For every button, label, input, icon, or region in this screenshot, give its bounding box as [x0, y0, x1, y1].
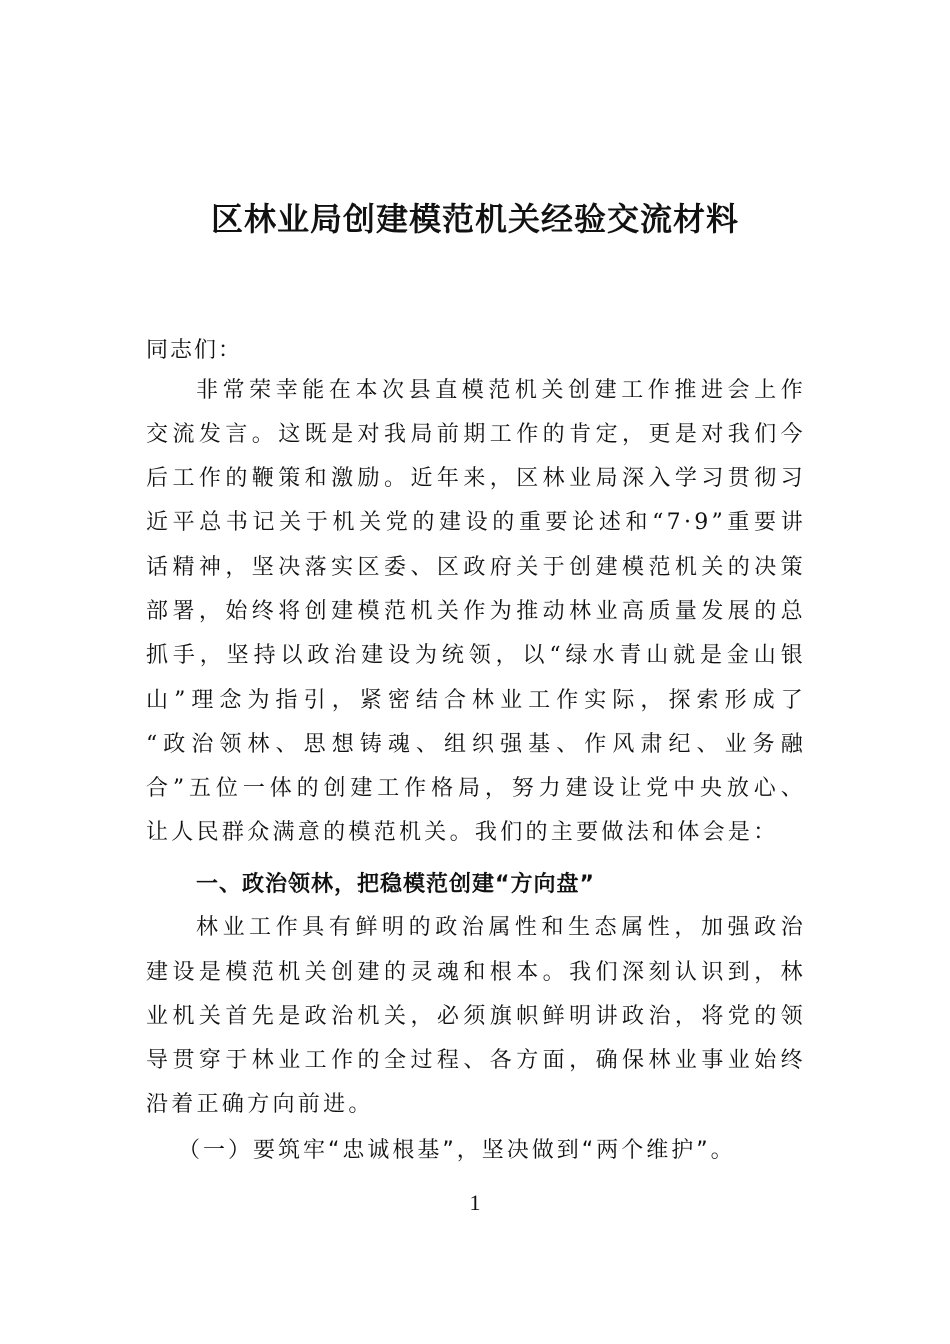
paragraph-line: “政治领林、思想铸魂、组织强基、作风肃纪、业务融 [146, 732, 806, 757]
document-title: 区林业局创建模范机关经验交流材料 [210, 200, 739, 238]
paragraph-line: 业机关首先是政治机关，必须旗帜鲜明讲政治，将党的领 [146, 1004, 806, 1029]
paragraph-line: 部署，始终将创建模范机关作为推动林业高质量发展的总 [146, 599, 806, 624]
paragraph-line: 沿着正确方向前进。 [146, 1092, 374, 1117]
section-heading: 一、政治领林，把稳模范创建“方向盘” [196, 872, 595, 897]
paragraph-line: 近平总书记关于机关党的建设的重要论述和“7·9”重要讲 [146, 510, 806, 535]
paragraph-line: 非常荣幸能在本次县直模范机关创建工作推进会上作 [196, 378, 806, 403]
paragraph-line: 交流发言。这既是对我局前期工作的肯定，更是对我们今 [146, 422, 806, 447]
paragraph-line: 合”五位一体的创建工作格局，努力建设让党中央放心、 [146, 776, 806, 801]
paragraph-line: 话精神，坚决落实区委、区政府关于创建模范机关的决策 [146, 555, 806, 580]
paragraph-line: 林业工作具有鲜明的政治属性和生态属性，加强政治 [196, 915, 806, 940]
paragraph-line: 导贯穿于林业工作的全过程、各方面，确保林业事业始终 [146, 1048, 806, 1073]
paragraph-line: 让人民群众满意的模范机关。我们的主要做法和体会是： [146, 820, 779, 845]
paragraph-line: 抓手，坚持以政治建设为统领，以“绿水青山就是金山银 [146, 643, 806, 668]
salutation: 同志们： [146, 338, 243, 363]
subsection-heading: （一）要筑牢“忠诚根基”，坚决做到“两个维护”。 [178, 1138, 736, 1163]
paragraph-line: 后工作的鞭策和激励。近年来，区林业局深入学习贯彻习 [146, 466, 806, 491]
paragraph-line: 山”理念为指引，紧密结合林业工作实际，探索形成了 [146, 688, 806, 713]
paragraph-line: 建设是模范机关创建的灵魂和根本。我们深刻认识到，林 [146, 960, 806, 985]
page-number: 1 [469, 1190, 481, 1215]
